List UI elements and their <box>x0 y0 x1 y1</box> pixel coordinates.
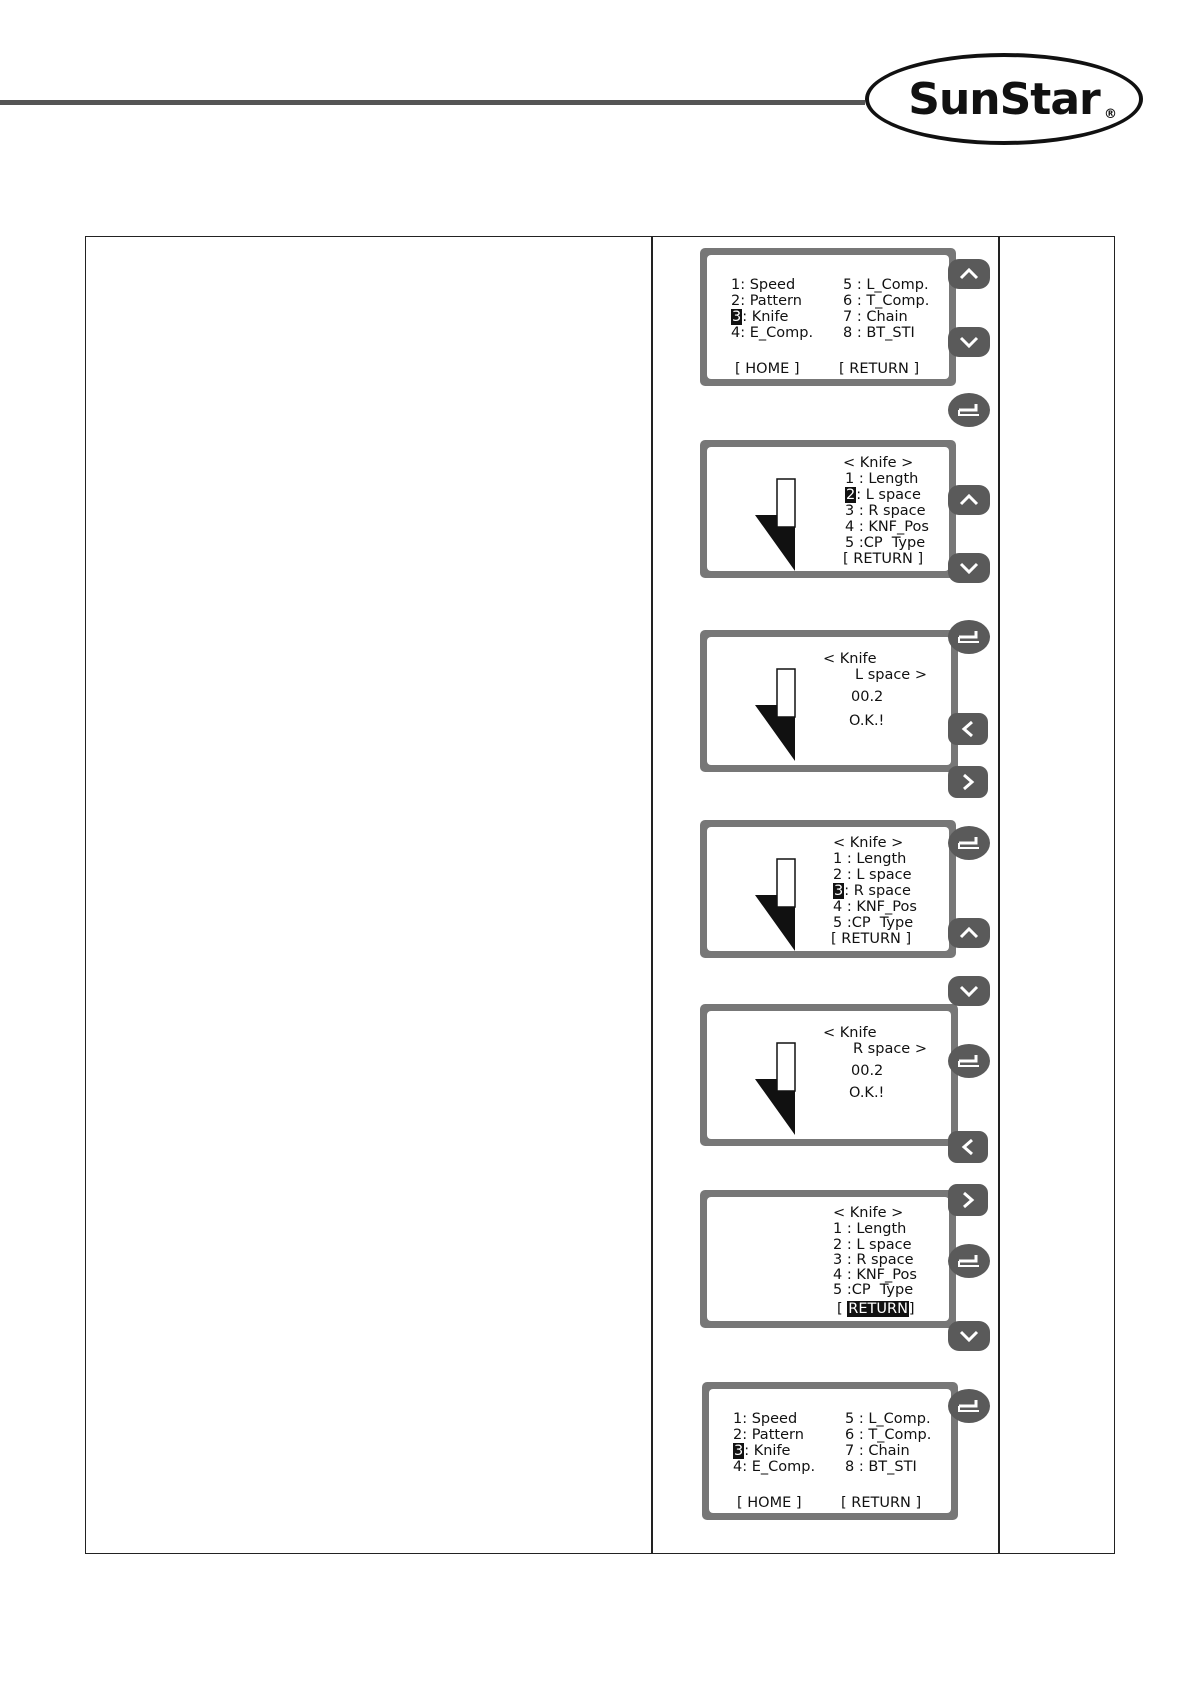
logo-text: SunStar <box>908 73 1100 125</box>
chevron-down-icon <box>958 561 980 575</box>
return-label: [ RETURN ] <box>841 1495 922 1511</box>
menu-item: 4 : KNF_Pos <box>833 1267 917 1283</box>
screen-title: < Knife > <box>843 455 914 471</box>
menu-item: 4: E_Comp. <box>733 1459 816 1475</box>
enter-button[interactable] <box>948 1244 990 1278</box>
knife-blade-icon <box>747 475 807 571</box>
menu-item: 5 : L_Comp. <box>845 1411 931 1427</box>
return-label-selected: RETURN <box>848 1301 908 1317</box>
lcd-knife-menu <box>700 440 956 578</box>
chevron-right-icon <box>961 1190 975 1210</box>
setting-value: 00.2 <box>851 1063 884 1079</box>
chevron-down-icon <box>958 1329 980 1343</box>
chevron-up-icon <box>958 267 980 281</box>
left-button[interactable] <box>948 1131 988 1163</box>
menu-item: 4 : KNF_Pos <box>833 899 917 915</box>
up-button[interactable] <box>948 918 990 948</box>
knife-blade-icon <box>747 665 807 765</box>
bracket: [ <box>837 1301 843 1317</box>
down-button[interactable] <box>948 1321 990 1351</box>
cursor-number: 3 <box>834 883 844 899</box>
right-button[interactable] <box>948 766 988 798</box>
chevron-up-icon <box>958 926 980 940</box>
column-divider <box>998 237 1000 1553</box>
menu-item: 1: Speed <box>733 1411 798 1427</box>
menu-item-label: : Knife <box>744 1443 791 1459</box>
home-label: [ HOME ] <box>737 1495 802 1511</box>
menu-item: 4: E_Comp. <box>731 325 814 341</box>
menu-item: 8 : BT_STI <box>845 1459 917 1475</box>
chevron-left-icon <box>961 719 975 739</box>
right-button[interactable] <box>948 1184 988 1216</box>
chevron-up-icon <box>958 493 980 507</box>
menu-item: 2: Pattern <box>731 293 802 309</box>
header-rule <box>0 100 865 105</box>
menu-item-label: : L space <box>856 487 921 503</box>
menu-item: 3 : R space <box>845 503 926 519</box>
down-button[interactable] <box>948 976 990 1006</box>
enter-icon <box>956 834 982 852</box>
column-divider <box>651 237 653 1553</box>
setting-name: L space > <box>855 667 927 683</box>
enter-icon <box>956 1397 982 1415</box>
cursor-number: 2 <box>846 487 856 503</box>
sunstar-logo <box>865 53 1143 145</box>
menu-item: 2: Pattern <box>733 1427 804 1443</box>
chevron-left-icon <box>961 1137 975 1157</box>
menu-item-selected <box>731 309 788 325</box>
cursor-number: 3 <box>732 309 742 325</box>
ok-message: O.K.! <box>849 1085 885 1101</box>
enter-icon <box>956 1252 982 1270</box>
knife-blade-icon <box>747 855 807 951</box>
return-label: [ RETURN ] <box>839 361 920 377</box>
menu-item-label: : Knife <box>742 309 789 325</box>
lcd-knife-menu <box>700 820 956 958</box>
enter-button[interactable] <box>948 826 990 860</box>
down-button[interactable] <box>948 553 990 583</box>
left-button[interactable] <box>948 713 988 745</box>
setting-name: R space > <box>853 1041 927 1057</box>
menu-item: 1: Speed <box>731 277 796 293</box>
up-button[interactable] <box>948 485 990 515</box>
menu-item: 1 : Length <box>845 471 919 487</box>
menu-item: 6 : T_Comp. <box>843 293 930 309</box>
chevron-down-icon <box>958 984 980 998</box>
knife-blade-icon <box>747 1039 807 1139</box>
chevron-right-icon <box>961 772 975 792</box>
menu-item: 8 : BT_STI <box>843 325 915 341</box>
lcd-r-space <box>700 1004 958 1146</box>
menu-item: 5 : L_Comp. <box>843 277 929 293</box>
menu-item-selected <box>733 1443 790 1459</box>
menu-item: 5 :CP Type <box>833 915 914 931</box>
down-button[interactable] <box>948 327 990 357</box>
menu-item: 6 : T_Comp. <box>845 1427 932 1443</box>
setting-value: 00.2 <box>851 689 884 705</box>
enter-button[interactable] <box>948 1389 990 1423</box>
menu-item: 5 :CP Type <box>833 1282 914 1298</box>
up-button[interactable] <box>948 259 990 289</box>
menu-item: 1 : Length <box>833 1221 907 1237</box>
registered-mark: ® <box>1104 107 1117 122</box>
return-label: [ RETURN ] <box>831 931 912 947</box>
enter-button[interactable] <box>948 620 990 654</box>
enter-icon <box>956 1052 982 1070</box>
lcd-l-space <box>700 630 958 772</box>
menu-item-selected <box>833 883 911 899</box>
enter-button[interactable] <box>948 393 990 427</box>
enter-icon <box>956 628 982 646</box>
chevron-down-icon <box>958 335 980 349</box>
menu-item: 7 : Chain <box>843 309 908 325</box>
menu-item: 4 : KNF_Pos <box>845 519 929 535</box>
menu-item: 2 : L space <box>833 867 912 883</box>
ok-message: O.K.! <box>849 713 885 729</box>
menu-item-selected <box>845 487 921 503</box>
lcd-main-menu <box>700 248 956 386</box>
screen-title: < Knife > <box>833 835 904 851</box>
return-option <box>837 1301 915 1317</box>
screen-title: < Knife <box>823 1025 877 1041</box>
menu-item: 7 : Chain <box>845 1443 910 1459</box>
menu-item: 3 : R space <box>833 1252 914 1268</box>
lcd-main-menu <box>702 1382 958 1520</box>
menu-item-label: : R space <box>844 883 911 899</box>
screen-title: < Knife > <box>833 1205 904 1221</box>
cursor-number: 3 <box>734 1443 744 1459</box>
bracket: ] <box>908 1301 915 1317</box>
description-column <box>86 237 651 1553</box>
menu-item: 1 : Length <box>833 851 907 867</box>
enter-icon <box>956 401 982 419</box>
return-label: [ RETURN ] <box>843 551 924 567</box>
home-label: [ HOME ] <box>735 361 800 377</box>
enter-button[interactable] <box>948 1044 990 1078</box>
instruction-table <box>85 236 1115 1554</box>
menu-item: 2 : L space <box>833 1237 912 1253</box>
menu-item: 5 :CP Type <box>845 535 926 551</box>
lcd-knife-menu-return <box>700 1190 956 1328</box>
screen-title: < Knife <box>823 651 877 667</box>
